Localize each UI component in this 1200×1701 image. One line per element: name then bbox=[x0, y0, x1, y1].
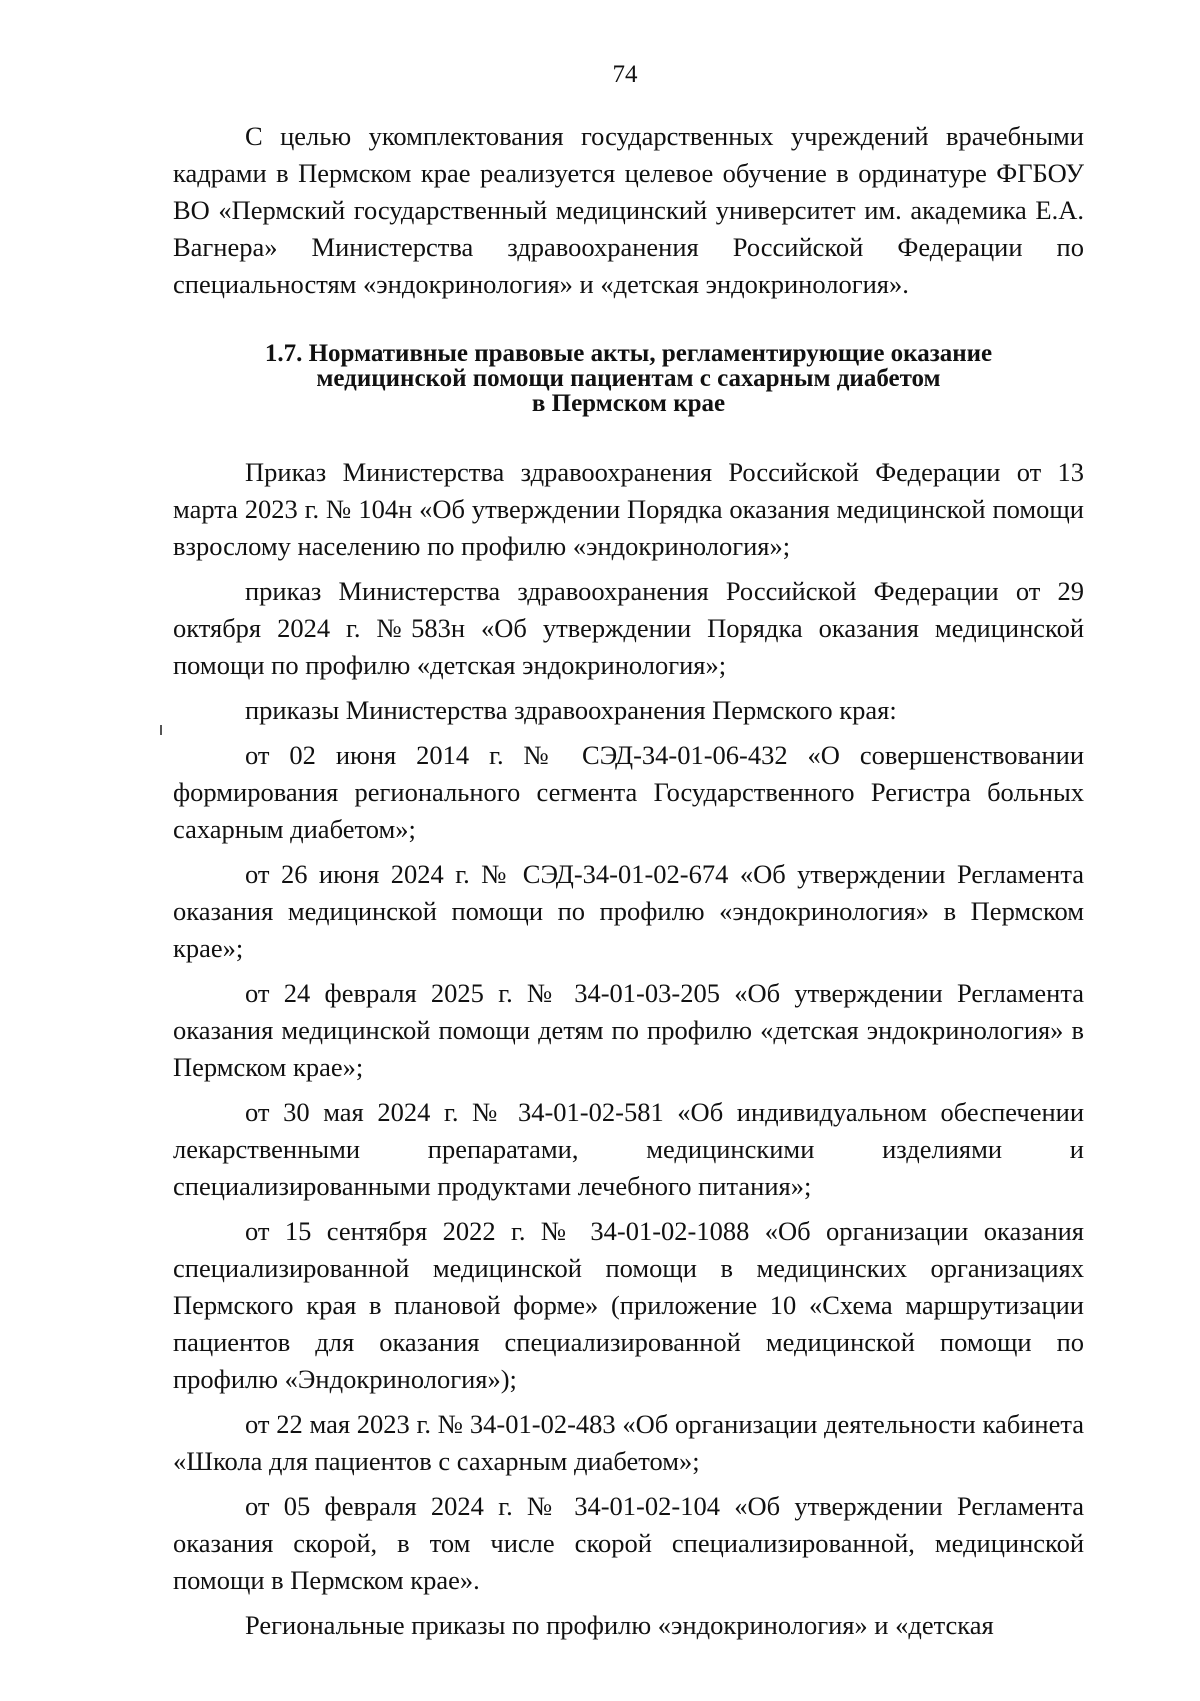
section-heading bbox=[173, 341, 1084, 416]
paragraph-order-205: от 24 февраля 2025 г. № 34-01-03-205 «Об утверждении Регламента оказания медицинской помощи детям по профилю «детская эндокринология» в Пермском крае»; bbox=[173, 978, 1084, 1082]
section-heading-line-3: в Пермском крае bbox=[531, 390, 726, 417]
page-number: 74 bbox=[612, 61, 638, 88]
section-heading-line-1: 1.7. Нормативные правовые акты, регламентирующие оказание bbox=[264, 340, 993, 367]
paragraph-regional-orders-profile: Региональные приказы по профилю «эндокринология» и «детская bbox=[245, 1610, 994, 1640]
paragraph-order-104: от 05 февраля 2024 г. № 34-01-02-104 «Об утверждении Регламента оказания скорой, в том числе скорой специализированной, медицинской помощи в Пермском крае». bbox=[173, 1491, 1084, 1595]
paragraph-order-104n: Приказ Министерства здравоохранения Российской Федерации от 13 марта 2023 г. № 104н «Об утверждении Порядка оказания медицинской помощи взрослому населению по профилю «эндокринология»; bbox=[173, 457, 1084, 561]
paragraph-order-432: от 02 июня 2014 г. № СЭД-34-01-06-432 «О совершенствовании формирования регионального сегмента Государственного Регистра больных сахарным диабетом»; bbox=[173, 740, 1084, 844]
paragraph-order-583n: приказ Министерства здравоохранения Российской Федерации от 29 октября 2024 г. №583н «Об утверждении Порядка оказания медицинской помощи по профилю «детская эндокринология»; bbox=[173, 576, 1084, 680]
paragraph-order-483: от 22 мая 2023 г. № 34-01-02-483 «Об организации деятельности кабинета «Школа для пациентов с сахарным диабетом»; bbox=[173, 1409, 1084, 1476]
paragraph-regional-orders-intro: приказы Министерства здравоохранения Пермского края: bbox=[245, 695, 897, 725]
paragraph-order-581: от 30 мая 2024 г. № 34-01-02-581 «Об индивидуальном обеспечении лекарственными препаратами, медицинскими изделиями и специализированными продуктами лечебного питания»; bbox=[173, 1097, 1084, 1201]
section-heading-line-2: медицинской помощи пациентам с сахарным диабетом bbox=[316, 365, 941, 392]
scan-speck bbox=[160, 725, 162, 735]
paragraph-order-1088: от 15 сентября 2022 г. № 34-01-02-1088 «Об организации оказания специализированной медицинской помощи в медицинских организациях Пермского края в плановой форме» (приложение 10 «Схема маршрутизации пациентов для оказания специализированной медицинской помощи по профилю «Эндокринология»); bbox=[173, 1216, 1084, 1394]
paragraph-order-674: от 26 июня 2024 г. № СЭД-34-01-02-674 «Об утверждении Регламента оказания медицинской помощи по профилю «эндокринология» в Пермском крае»; bbox=[173, 859, 1084, 963]
intro-paragraph: С целью укомплектования государственных учреждений врачебными кадрами в Пермском крае реализуется целевое обучение в ординатуре ФГБОУ ВО «Пермский государственный медицинский университет им. академика Е.А. Вагнера» Министерства здравоохранения Российской Федерации по специальностям «эндокринология» и «детская эндокринология». bbox=[173, 121, 1084, 299]
document-body bbox=[173, 118, 1084, 1644]
